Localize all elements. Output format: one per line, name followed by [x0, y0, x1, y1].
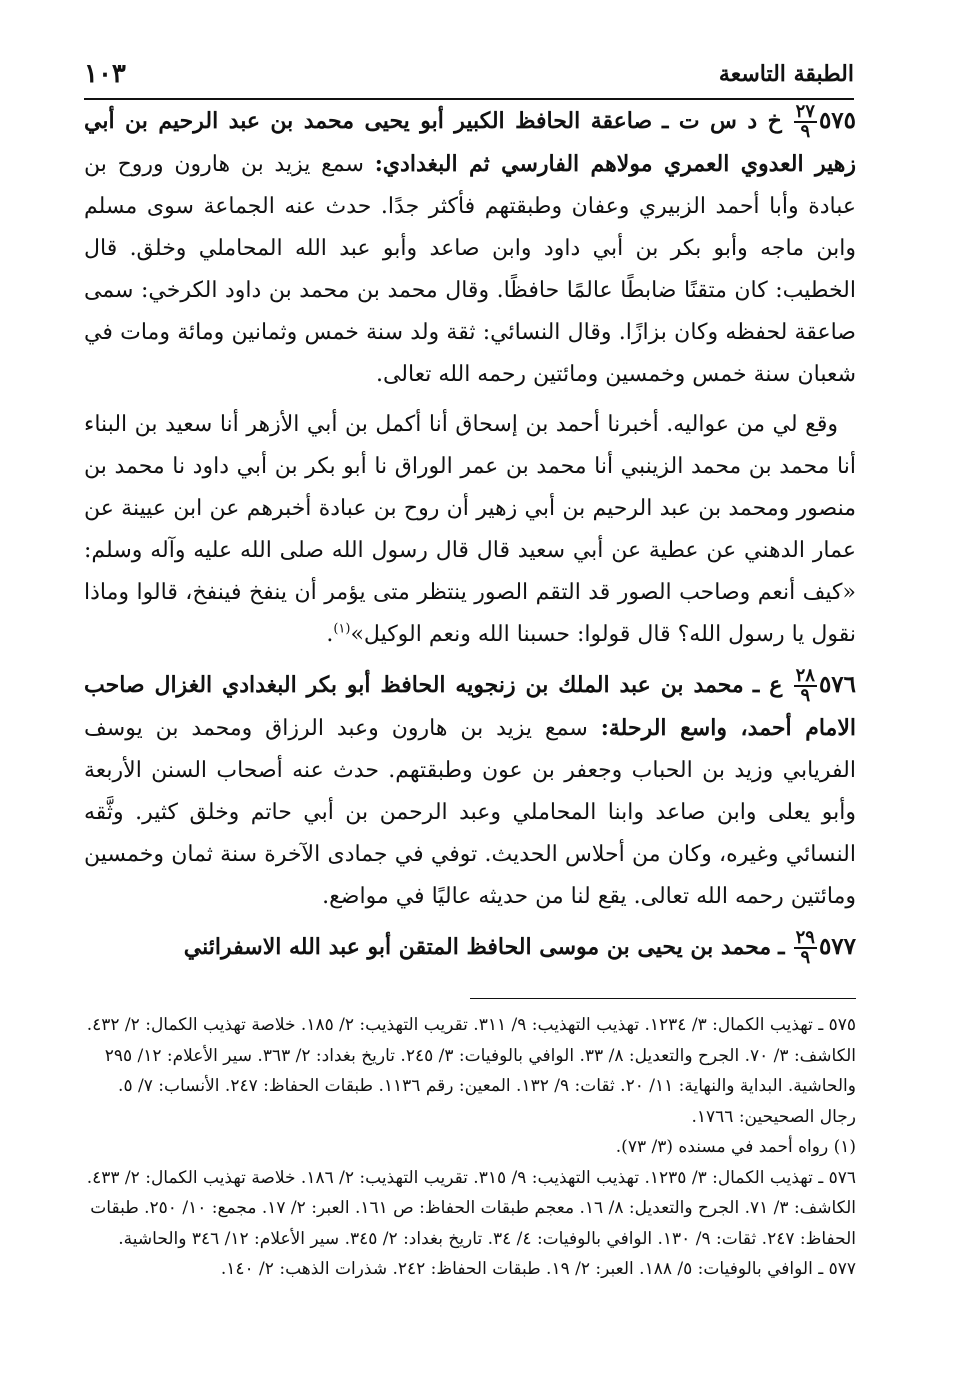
entry-name: محمد بن يحيى بن موسى الحافظ المتقن أبو عبد الله الاسفرائني	[183, 934, 772, 960]
footnote-divider	[470, 998, 856, 999]
entry-fraction	[794, 103, 817, 141]
page-header	[84, 50, 854, 100]
entry-sigla: ع ـ	[752, 672, 783, 698]
fraction-denominator: ٩	[800, 121, 811, 142]
entry-575	[84, 100, 856, 396]
entry-576	[84, 664, 856, 918]
hadith-text: وقع لي من عواليه. أخبرنا أحمد بن إسحاق أنا أكمل بن أبي الأزهر أنا سعيد بن البناء أنا محمد بن محمد الزينبي أنا محمد بن عمر الوراق نا أبو بكر بن أبي داود نا محمد بن منصور ومحمد بن عبد الرحيم بن أبي زهير أن روح بن عبادة أخبرهم عن ابن عيينة عن عمار الدهني عن عطية عن أبي سعيد قال قال رسول الله صلى الله عليه وآله وسلم: «كيف أنعم وصاحب الصور قد التقم الصور ينتظر متى يؤمر أن ينفخ فينفخ، قالوا وماذا نقول يا رسول الله؟ قال قولوا: حسبنا الله ونعم الوكيل»	[84, 412, 856, 647]
entry-name: صاعقة الحافظ الكبير أبو يحيى محمد بن عبد الرحيم بن أبي زهير العدوي العمري مولاهم الفارسي ثم البغدادي:	[84, 108, 856, 177]
entry-fraction	[794, 929, 817, 967]
running-title: الطبقة التاسعة	[718, 61, 854, 87]
footnote-ref[interactable]: (١)	[333, 621, 351, 637]
fraction-numerator: ٢٩	[795, 927, 815, 948]
fraction-numerator: ٢٧	[795, 101, 815, 122]
footnote-577: ٥٧٧ ـ الوافي بالوفيات: ٥/ ١٨٨. العبر: ٢/ ١٩. طبقات الحفاظ: ٢٤٢. شذرات الذهب: ٢/ ١٤٠.	[220, 1259, 856, 1279]
footnote-1: (١) رواه أحمد في مسنده (٣/ ٧٣).	[615, 1137, 856, 1157]
entry-text: سمع يزيد بن هارون وروح بن عبادة وأبا أحمد الزبيري وعفان وطبقتهم فأكثر جدًا. حدث عنه الجماعة سوى مسلم وابن ماجه وأبو بكر بن أبي داود وابن صاعد وأبو عبد الله المحاملي وخلق. قال الخطيب: كان متقنًا ضابطًا عالمًا حافظًا. وقال محمد بن محمد بن داود الكرخي: سمى صاعقة لحفظه وكان بزازًا. وقال النسائي: ثقة ولد سنة خمس وثمانين ومائة ومات في شعبان سنة خمس وخمسين ومائتين رحمه الله تعالى.	[84, 152, 856, 387]
footnote-576: ٥٧٦ ـ تهذيب الكمال: ٣/ ١٢٣٥. تهذيب التهذيب: ٩/ ٣١٥. تقريب التهذيب: ٢/ ١٨٦. خلاصة تهذيب الكمال: ٢/ ٤٣٣. الكاشف: ٣/ ٧١. الجرح والتعديل: ٨/ ١٦. معجم طبقات الحفاظ: ص ١٦١. العبر: ٢/ ١٧. مجمع: ١٠/ ٢٥٠. طبقات الحفاظ: ٢٤٧. ثقات: ٩/ ١٣٠. الوافي بالوفيات: ٤/ ٣٤. تاريخ بغداد: ٢/ ٣٤٥. سير الأعلام: ١٢/ ٣٤٦ والحاشية.	[86, 1167, 856, 1249]
entry-text: سمع يزيد بن هارون وعبد الرزاق ومحمد بن يوسف الفريابي وزيد بن الحباب وجعفر بن عون وطبقتهم. حدث عنه أصحاب السنن الأربعة وأبو يعلى وابن صاعد وابنا المحاملي وعبد الرحمن بن أبي حاتم وخلق كثير. وثَّقه النسائي وغيره، وكان من أحلاس الحديث. توفي في جمادى الآخرة سنة ثمان وخمسين ومائتين رحمه الله تعالى. يقع لنا من حديثه عاليًا في مواضع.	[84, 716, 856, 909]
main-text	[84, 100, 856, 969]
entry-sigla: خ د س ت ـ	[661, 108, 782, 134]
fraction-denominator: ٩	[800, 947, 811, 968]
hadith-paragraph	[84, 404, 856, 656]
entry-number: ٥٧٧	[818, 933, 856, 960]
fraction-numerator: ٢٨	[795, 665, 815, 686]
entry-number: ٥٧٦	[818, 671, 856, 698]
entry-577	[84, 926, 856, 969]
entry-sigla: ـ	[778, 934, 785, 960]
footnotes	[84, 1010, 856, 1285]
footnote-575: ٥٧٥ ـ تهذيب الكمال: ٣/ ١٢٣٤. تهذيب التهذيب: ٩/ ٣١١. تقريب التهذيب: ٢/ ١٨٥. خلاصة تهذيب الكمال: ٢/ ٤٣٢. الكاشف: ٣/ ٧٠. الجرح والتعديل: ٨/ ٣٣. الوافي بالوفيات: ٣/ ٢٤٥. تاريخ بغداد: ٢/ ٣٦٣. سير الأعلام: ١٢/ ٢٩٥ والحاشية. البداية والنهاية: ١١/ ٢٠. ثقات: ٩/ ١٣٢. المعين: رقم ١١٣٦. طبقات الحفاظ: ٢٤٧. الأنساب: ٧/ ٥. رجال الصحيحين: ١٧٦٦.	[86, 1015, 856, 1127]
page-number: ١٠٣	[84, 59, 126, 89]
hadith-end: .	[326, 622, 334, 647]
entry-number: ٥٧٥	[818, 107, 856, 134]
entry-fraction	[794, 667, 817, 705]
fraction-denominator: ٩	[800, 685, 811, 706]
entry-name: محمد بن عبد الملك بن زنجويه الحافظ أبو بكر البغدادي الغزال صاحب الامام أحمد، واسع الرحلة:	[84, 672, 856, 741]
